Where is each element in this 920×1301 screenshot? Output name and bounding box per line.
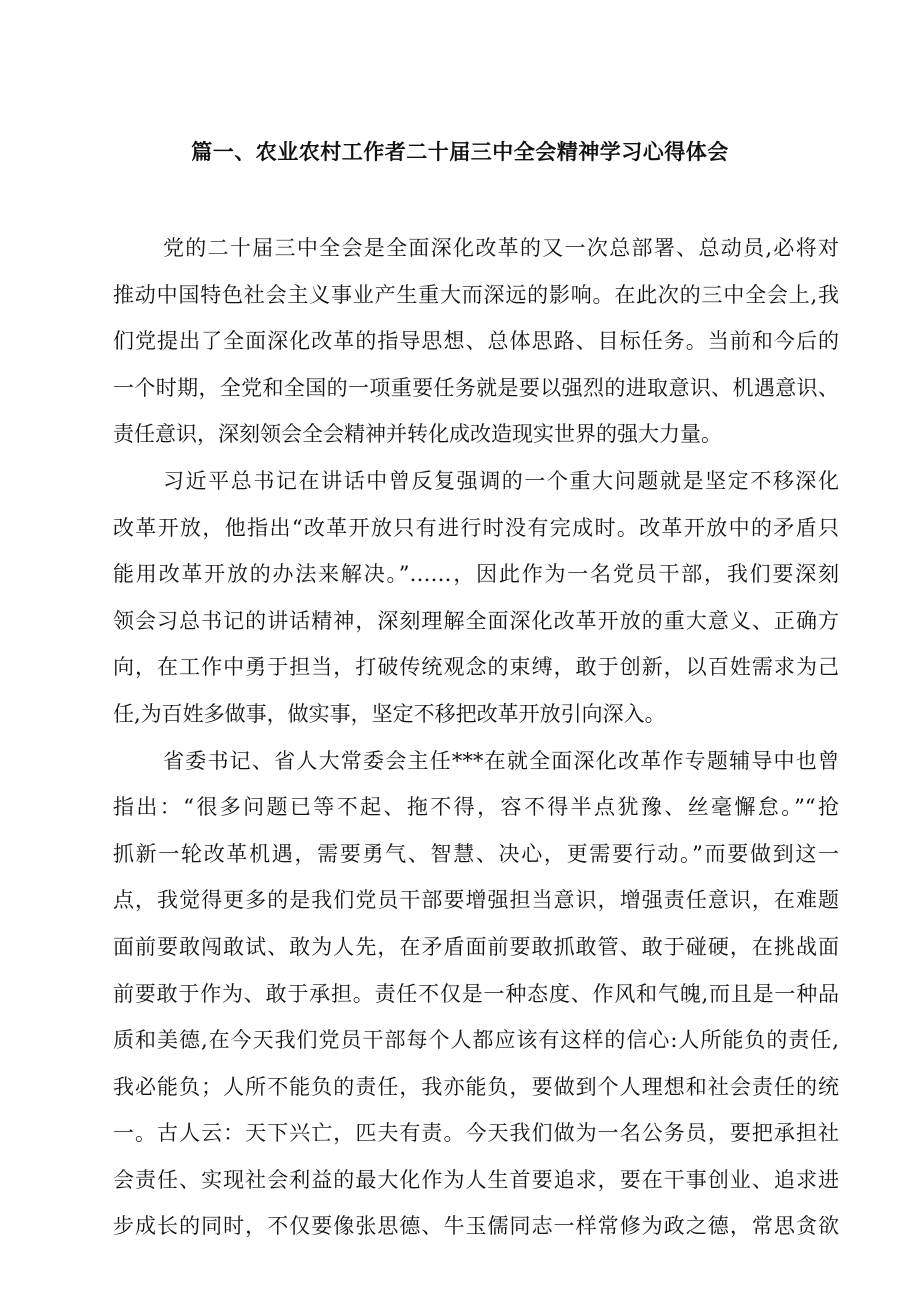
paragraph-3 <box>113 738 839 1251</box>
document-title: 篇一、农业农村工作者二十届三中全会精神学习心得体会 <box>191 140 729 164</box>
paragraph-line: 面前要敢闯敢试、敢为人先，在矛盾面前要敢抓敢管、敢于碰硬，在挑战面 <box>113 934 839 959</box>
paragraph-line: 能用改革开放的办法来解决。”……，因此作为一名党员干部，我们要深刻 <box>113 562 839 587</box>
paragraph-line: 党的二十届三中全会是全面深化改革的又一次总部署、总动员,必将对 <box>163 236 839 260</box>
paragraph-line: 我必能负；人所不能负的责任，我亦能负，要做到个人理想和社会责任的统 <box>113 1074 839 1099</box>
paragraph-line: 省委书记、省人大常委会主任***在就全面深化改革作专题辅导中也曾 <box>163 748 839 773</box>
paragraph-line: 指出：“很多问题已等不起、拖不得，容不得半点犹豫、丝毫懈怠。”“抢 <box>113 795 839 820</box>
paragraph-line: 点，我觉得更多的是我们党员干部要增强担当意识，增强责任意识，在难题 <box>113 888 839 913</box>
paragraph-line: 会责任、实现社会利益的最大化作为人生首要追求，要在干事创业、追求进 <box>113 1167 839 1192</box>
paragraph-line: 推动中国特色社会主义事业产生重大而深远的影响。在此次的三中全会上,我 <box>113 282 839 307</box>
paragraph-line: 向，在工作中勇于担当，打破传统观念的束缚，敢于创新，以百姓需求为己 <box>113 655 839 680</box>
paragraph-line: 责任意识，深刻领会全会精神并转化成改造现实世界的强大力量。 <box>113 422 722 447</box>
paragraph-line: 一个时期，全党和全国的一项重要任务就是要以强烈的进取意识、机遇意识、 <box>113 375 839 400</box>
paragraph-line: 抓新一轮改革机遇，需要勇气、智慧、决心，更需要行动。”而要做到这一 <box>113 841 839 866</box>
paragraph-line: 习近平总书记在讲话中曾反复强调的一个重大问题就是坚定不移深化 <box>163 468 839 493</box>
paragraph-line: 质和美德,在今天我们党员干部每个人都应该有这样的信心:人所能负的责任, <box>113 1028 839 1053</box>
paragraph-line: 前要敢于作为、敢于承担。责任不仅是一种态度、作风和气魄,而且是一种品 <box>113 981 839 1006</box>
document-body <box>113 225 839 1250</box>
paragraph-line: 一。古人云：天下兴亡，匹夫有责。今天我们做为一名公务员，要把承担社 <box>113 1121 839 1146</box>
paragraph-line: 任,为百姓多做事，做实事，坚定不移把改革开放引向深入。 <box>113 701 666 726</box>
paragraph-1 <box>113 225 839 458</box>
paragraph-line: 步成长的同时，不仅要像张思德、牛玉儒同志一样常修为政之德，常思贪欲 <box>113 1214 839 1239</box>
paragraph-2 <box>113 458 839 738</box>
paragraph-line: 们党提出了全面深化改革的指导思想、总体思路、目标任务。当前和今后的 <box>113 329 839 354</box>
paragraph-line: 改革开放，他指出“改革开放只有进行时没有完成时。改革开放中的矛盾只 <box>113 515 839 540</box>
paragraph-line: 领会习总书记的讲话精神，深刻理解全面深化改革开放的重大意义、正确方 <box>113 608 839 633</box>
